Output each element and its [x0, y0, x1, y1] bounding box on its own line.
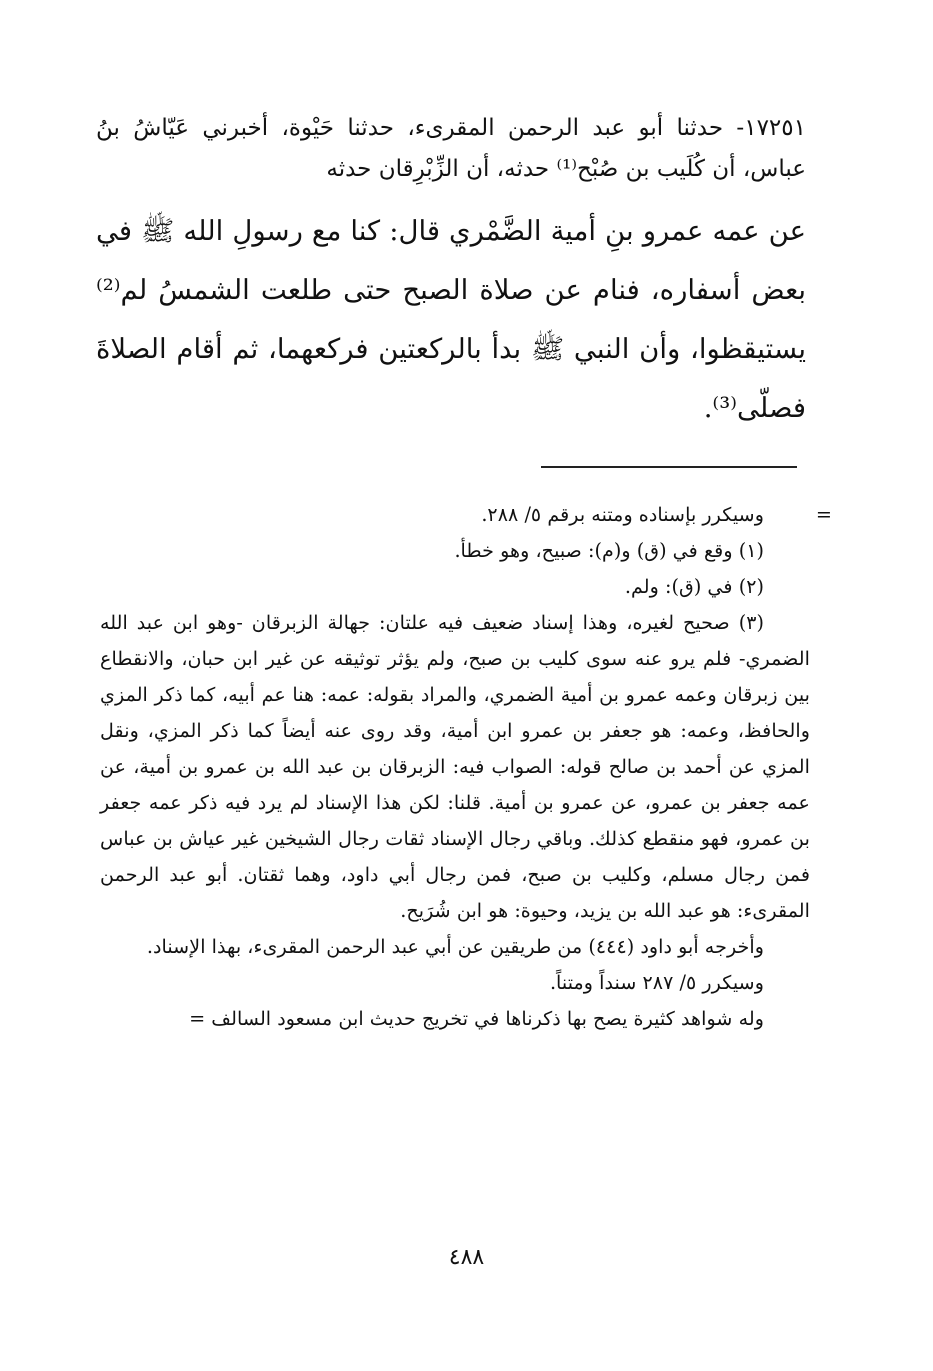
hadith-isnad: ١٧٢٥١- حدثنا أبو عبد الرحمن المقرىء، حدثنا حَيْوة، أخبرني عَيّاشُ بنُ عباس، أن كُلَيب بن صُبْح⁽¹⁾ حدثه، أن الزِّبْرِقان حدثه	[96, 115, 806, 182]
footnote-3-paragraph-3: وسيكرر ٥/ ٢٨٧ سنداً ومتناً.	[549, 971, 764, 994]
continuation-marker: =	[815, 503, 832, 526]
footnote-continuation	[100, 497, 832, 533]
footnote-1: (١) وقع في (ق) و(م): صبيح، وهو خطأ.	[454, 539, 764, 562]
main-text	[96, 108, 806, 438]
footnote-3-paragraph-2: وأخرجه أبو داود (٤٤٤) من طريقين عن أبي عبد الرحمن المقرىء، بهذا الإسناد.	[146, 935, 764, 958]
page-number: ٤٨٨	[448, 1245, 485, 1270]
continuation-text: وسيكرر بإسناده ومتنه برقم ٥/ ٢٨٨.	[481, 503, 764, 526]
footnotes	[100, 497, 832, 1037]
footnote-3-paragraph-4: وله شواهد كثيرة يصح بها ذكرناها في تخريج حديث ابن مسعود السالف =	[189, 1007, 764, 1030]
footnote-separator	[541, 466, 797, 468]
hadith-matn: عن عمه عمرو بنِ أمية الضَّمْري قال: كنا مع رسولِ الله ﷺ في بعض أسفاره، فنام عن صلاة الصبح حتى طلعت الشمسُ لم⁽²⁾ يستيقظوا، وأن النبي ﷺ بدأ بالركعتين فركعهما، ثم أقام الصلاةَ فصلّى⁽³⁾.	[96, 215, 806, 424]
footnote-3: (٣) صحيح لغيره، وهذا إسناد ضعيف فيه علتان: جهالة الزبرقان -وهو ابن عبد الله الضمري- فلم يرو عنه سوى كليب بن صبح، ولم يؤثر توثيقه عن غير ابن حبان، والانقطاع بين زبرقان وعمه عمرو بن أمية الضمري، والمراد بقوله: عمه: هنا عم أبيه، كما ذكر المزي والحافظ، وعمه: هو جعفر بن عمرو ابن أمية، وقد روى عنه أيضاً كما ذكر المزي، ونقل المزي عن أحمد بن صالح قوله: الصواب فيه: الزبرقان بن عبد الله بن عمرو بن أمية، عن عمه جعفر بن عمرو، عن عمرو بن أمية. قلنا: لكن هذا الإسناد لم يرد فيه ذكر عمه جعفر بن عمرو، فهو منقطع كذلك. وباقي رجال الإسناد ثقات رجال الشيخين غير عياش بن عباس فمن رجال مسلم، وكليب بن صبح، فمن رجال أبي داود، وهما ثقتان. أبو عبد الرحمن المقرىء: هو عبد الله بن يزيد، وحيوة: هو ابن شُرَيح.	[100, 611, 810, 922]
footnote-2: (٢) في (ق): ولم.	[624, 575, 764, 598]
